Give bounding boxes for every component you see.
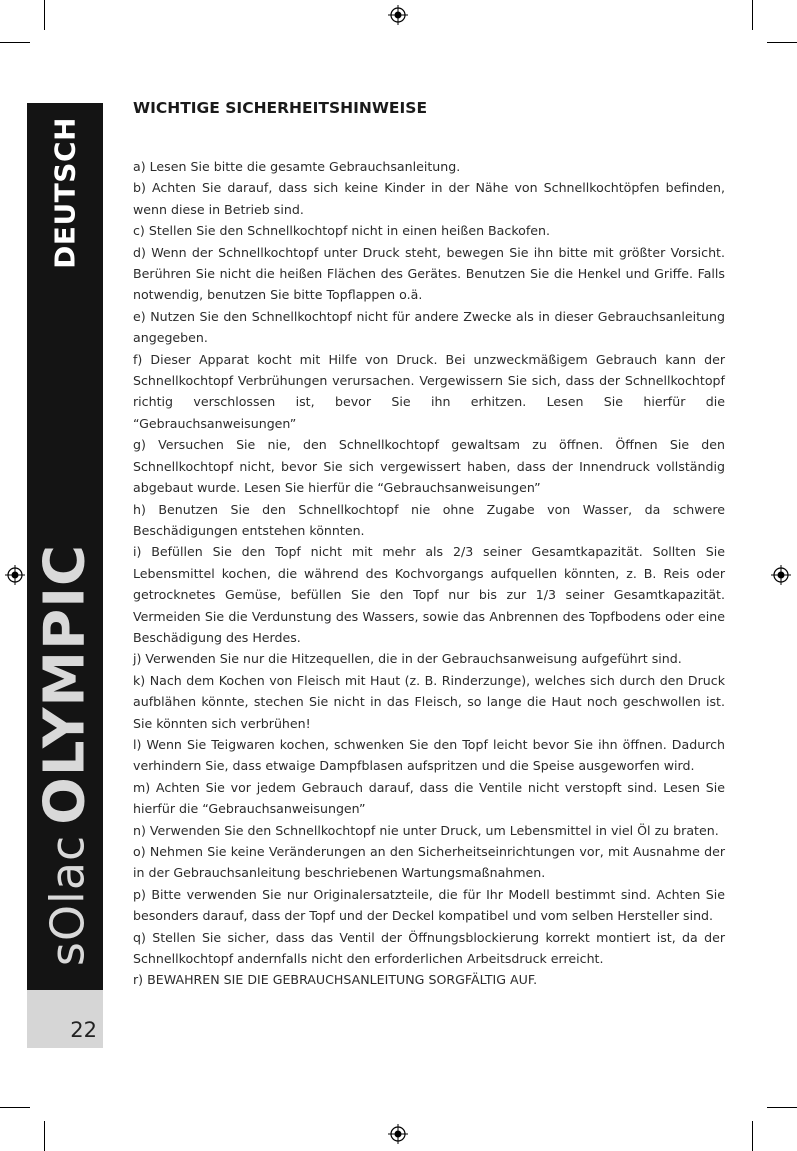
instruction-item: c) Stellen Sie den Schnellkochtopf nicht in einen heißen Backofen. — [133, 223, 551, 239]
brand-solac: sOlac — [40, 834, 95, 967]
instruction-item: m) Achten Sie vor jedem Gebrauch darauf, dass die Ventile nicht verstopft sind. Lesen Sie hierfür die “Gebrauchsanweisungen” — [133, 779, 725, 817]
registration-mark-icon — [388, 1124, 408, 1144]
crop-mark — [44, 1121, 45, 1151]
crop-mark — [44, 0, 45, 30]
crop-mark — [752, 1121, 753, 1151]
instruction-item: r) BEWAHREN SIE DIE GEBRAUCHSANLEITUNG SORGFÄLTIG AUF. — [133, 972, 538, 988]
instruction-item: a) Lesen Sie bitte die gesamte Gebrauchsanleitung. — [133, 159, 461, 174]
page-number: 22 — [70, 1018, 97, 1042]
instruction-item: h) Benutzen Sie den Schnellkochtopf nie ohne Zugabe von Wasser, da schwere Beschädigungen entstehen könnten. — [133, 501, 725, 538]
instruction-item: f) Dieser Apparat kocht mit Hilfe von Druck. Bei unzweckmäßigem Gebrauch kann der Schnellkochtopf Verbrühungen verursachen. Vergewissern Sie sich, dass der Schnellkochtopf richtig verschlossen ist, bevor Sie ihn erhitzen. Lesen Sie hierfür die “Gebrauchsanweisungen” — [133, 351, 725, 431]
safety-instructions-list — [133, 156, 725, 991]
crop-mark — [767, 42, 797, 43]
instruction-item: l) Wenn Sie Teigwaren kochen, schwenken Sie den Topf leicht bevor Sie ihn öffnen. Dadurch verhindern Sie, dass etwaige Dampfblasen aufspritzen und die Speise ausgeworfen wird. — [133, 736, 725, 774]
instruction-item: k) Nach dem Kochen von Fleisch mit Haut (z. B. Rinderzunge), welches sich durch den Druck aufblähen könnte, stechen Sie nicht in das Fleisch, so lange die Haut noch geschwollen ist. Sie könnten sich verbrühen! — [133, 672, 725, 731]
instruction-item: b) Achten Sie darauf, dass sich keine Kinder in der Nähe von Schnellkochtöpfen befinden, wenn diese in Betrieb sind. — [133, 180, 725, 217]
brand-olympic: OLYMPIC — [32, 543, 98, 825]
registration-mark-icon — [5, 565, 25, 585]
registration-mark-icon — [771, 565, 791, 585]
instruction-item: n) Verwenden Sie den Schnellkochtopf nie unter Druck, um Lebensmittel in viel Öl zu braten. — [133, 822, 719, 838]
instruction-item: o) Nehmen Sie keine Veränderungen an den Sicherheitseinrichtungen vor, mit Ausnahme der in der Gebrauchsanleitung beschriebenen Wartungsmaßnahmen. — [133, 844, 725, 881]
instruction-item: j) Verwenden Sie nur die Hitzequellen, die in der Gebrauchsanweisung aufgeführt sind. — [133, 651, 682, 667]
instruction-item: d) Wenn der Schnellkochtopf unter Druck steht, bewegen Sie ihn bitte mit größter Vorsicht. Berühren Sie nicht die heißen Flächen des Gerätes. Benutzen Sie die Henkel und Griffe. Falls notwendig, benutzen Sie bitte Topflappen o.ä. — [133, 244, 725, 303]
instruction-item: e) Nutzen Sie den Schnellkochtopf nicht für andere Zwecke als in dieser Gebrauchsanleitung angegeben. — [133, 308, 725, 346]
instruction-item: i) Befüllen Sie den Topf nicht mit mehr als 2/3 seiner Gesamtkapazität. Sollten Sie Lebensmittel kochen, die während des Kochvorgangs aufquellen könnten, z. B. Reis oder getrocknetes Gemüse, befüllen Sie den Topf nur bis zur 1/3 seiner Gesamtkapazität. Vermeiden Sie die Verdunstung des Wassers, sowie das Anbrennen des Topfbodens oder eine Beschädigung des Herdes. — [133, 544, 725, 645]
instruction-item: q) Stellen Sie sicher, dass das Ventil der Öffnungsblockierung korrekt montiert ist, da der Schnellkochtopf andernfalls nicht den erforderlichen Arbeitsdruck erreicht. — [133, 929, 725, 967]
language-label: DEUTSCH — [48, 117, 82, 269]
brand-logo — [27, 520, 103, 990]
registration-mark-icon — [388, 5, 408, 25]
crop-mark — [752, 0, 753, 30]
page-title: WICHTIGE SICHERHEITSHINWEISE — [133, 99, 428, 117]
instruction-item: g) Versuchen Sie nie, den Schnellkochtopf gewaltsam zu öffnen. Öffnen Sie den Schnellkochtopf nicht, bevor Sie sich vergewissert haben, dass der Innendruck vollständig abgebaut wurde. Lesen Sie hierfür die “Gebrauchsanweisungen” — [133, 437, 725, 496]
crop-mark — [0, 42, 30, 43]
page-number-box — [27, 990, 103, 1048]
instruction-item: p) Bitte verwenden Sie nur Originalersatzteile, die für Ihr Modell bestimmt sind. Achten Sie besonders darauf, dass der Topf und der Deckel kompatibel und vom selben Hersteller sind. — [133, 886, 725, 924]
crop-mark — [0, 1107, 30, 1108]
crop-mark — [767, 1107, 797, 1108]
